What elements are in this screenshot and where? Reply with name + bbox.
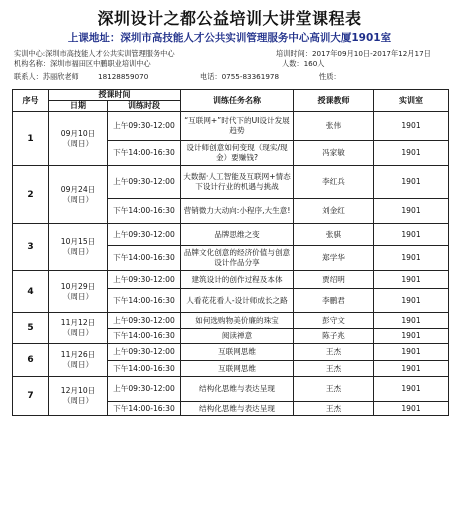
session-topic: “互联网+”时代下的UI设计发展趋势 <box>181 112 294 141</box>
time-slot: 上午09:30-12:00 <box>108 377 181 402</box>
room-number: 1901 <box>374 344 449 361</box>
schedule-body <box>13 112 449 416</box>
table-row <box>13 344 449 361</box>
room-number: 1901 <box>374 141 449 166</box>
header-topic: 训练任务名称 <box>181 90 294 112</box>
teacher-name: 冯家敏 <box>294 141 374 166</box>
session-topic: 如何选购物美价廉的珠宝 <box>181 313 294 329</box>
date-text: 11月12日 <box>60 318 96 327</box>
page-title: 深圳设计之都公益培训大讲堂课程表 <box>97 9 362 28</box>
session-topic: 阅读禅意 <box>181 329 294 344</box>
room-number: 1901 <box>374 402 449 416</box>
contact-phone: 电话：0755-83361978 <box>200 72 280 81</box>
room-number: 1901 <box>374 271 449 289</box>
table-row <box>13 377 449 402</box>
teacher-name: 陈子兆 <box>294 329 374 344</box>
table-row <box>13 313 449 329</box>
teacher-name: 王杰 <box>294 361 374 377</box>
date-text: 09月24日 <box>60 184 96 194</box>
date-text: 10月15日 <box>60 237 96 246</box>
table-row <box>13 112 449 141</box>
header-teacher: 授课教师 <box>294 90 374 112</box>
time-slot: 上午09:30-12:00 <box>108 344 181 361</box>
teacher-name: 王杰 <box>294 377 374 402</box>
session-date <box>49 166 108 224</box>
room-number: 1901 <box>374 329 449 344</box>
session-date <box>49 112 108 166</box>
weekday-text: （周日） <box>62 360 94 369</box>
date-text: 11月26日 <box>60 350 96 359</box>
table-row <box>13 224 449 246</box>
session-topic: 大数据·人工智能及互联网+情态下设计行业的机遇与挑战 <box>181 166 294 199</box>
training-period: 培训时间：2017年09月10日-2017年12月17日 <box>276 49 431 58</box>
teacher-name: 郑学华 <box>294 246 374 271</box>
session-topic: 结构化思维与表达呈现 <box>181 377 294 402</box>
time-slot: 下午14:00-16:30 <box>108 402 181 416</box>
row-number: 5 <box>13 313 49 344</box>
date-text: 09月10日 <box>60 128 96 138</box>
session-date <box>49 271 108 313</box>
time-slot: 下午14:00-16:30 <box>108 246 181 271</box>
session-topic: 人看花花看人-设计师成长之路 <box>181 289 294 313</box>
class-address: 上课地址：深圳市高技能人才公共实训管理服务中心高训大厦1901室 <box>67 32 392 44</box>
header-date: 日期 <box>49 101 108 112</box>
headcount: 人数：160人 <box>282 59 325 68</box>
time-slot: 上午09:30-12:00 <box>108 166 181 199</box>
header-time-group: 授课时间 <box>49 90 181 101</box>
session-topic: 品牌思维之变 <box>181 224 294 246</box>
room-number: 1901 <box>374 289 449 313</box>
session-topic: 建筑设计的创作过程及本体 <box>181 271 294 289</box>
session-topic: 品牌文化创意的经济价值与创意设计作品分享 <box>181 246 294 271</box>
contact-person: 联系人：苏丽欣老师 <box>14 72 79 81</box>
row-number: 6 <box>13 344 49 377</box>
training-center: 实训中心:深圳市高技能人才公共实训管理服务中心 <box>14 49 175 58</box>
row-number: 3 <box>13 224 49 271</box>
room-number: 1901 <box>374 377 449 402</box>
info-line-1 <box>14 49 447 59</box>
info-line-2 <box>14 59 447 69</box>
date-text: 12月10日 <box>60 386 96 395</box>
session-date <box>49 377 108 416</box>
time-slot: 下午14:00-16:30 <box>108 361 181 377</box>
time-slot: 下午14:00-16:30 <box>108 289 181 313</box>
session-topic: 结构化思维与表达呈现 <box>181 402 294 416</box>
room-number: 1901 <box>374 166 449 199</box>
row-number: 1 <box>13 112 49 166</box>
row-number: 7 <box>13 377 49 416</box>
session-date <box>49 224 108 271</box>
session-topic: 互联网思维 <box>181 344 294 361</box>
weekday-text: （周日） <box>62 396 94 405</box>
weekday-text: （周日） <box>62 138 94 148</box>
organization-name: 机构名称：深圳市福田区中鹏职业培训中心 <box>14 59 151 68</box>
teacher-name: 张骐 <box>294 224 374 246</box>
session-date <box>49 344 108 377</box>
header-room: 实训室 <box>374 90 449 112</box>
time-slot: 下午14:00-16:30 <box>108 199 181 224</box>
contact-mobile: 18128859070 <box>98 72 149 81</box>
session-topic: 互联网思维 <box>181 361 294 377</box>
session-topic: 设计师创意如何变现（现实/现金）要赚钱? <box>181 141 294 166</box>
teacher-name: 刘金红 <box>294 199 374 224</box>
date-text: 10月29日 <box>60 281 96 291</box>
time-slot: 下午14:00-16:30 <box>108 141 181 166</box>
table-row <box>13 271 449 289</box>
time-slot: 上午09:30-12:00 <box>108 271 181 289</box>
header-slot: 训练时段 <box>108 101 181 112</box>
time-slot: 上午09:30-12:00 <box>108 112 181 141</box>
room-number: 1901 <box>374 246 449 271</box>
weekday-text: （周日） <box>62 194 94 204</box>
time-slot: 上午09:30-12:00 <box>108 313 181 329</box>
room-number: 1901 <box>374 112 449 141</box>
schedule-table <box>12 89 449 416</box>
info-line-3 <box>14 72 447 82</box>
teacher-name: 彭守文 <box>294 313 374 329</box>
teacher-name: 李鹏君 <box>294 289 374 313</box>
teacher-name: 贾绍明 <box>294 271 374 289</box>
weekday-text: （周日） <box>62 328 94 337</box>
row-number: 4 <box>13 271 49 313</box>
session-date <box>49 313 108 344</box>
weekday-text: （周日） <box>62 247 94 256</box>
teacher-name: 王杰 <box>294 344 374 361</box>
time-slot: 下午14:00-16:30 <box>108 329 181 344</box>
session-topic: 营销微力大动向:小程序,大生意! <box>181 199 294 224</box>
row-number: 2 <box>13 166 49 224</box>
table-row <box>13 166 449 199</box>
teacher-name: 王杰 <box>294 402 374 416</box>
teacher-name: 张伟 <box>294 112 374 141</box>
room-number: 1901 <box>374 313 449 329</box>
teacher-name: 李红兵 <box>294 166 374 199</box>
weekday-text: （周日） <box>62 291 94 301</box>
room-number: 1901 <box>374 199 449 224</box>
time-slot: 上午09:30-12:00 <box>108 224 181 246</box>
header-no: 序号 <box>13 90 49 112</box>
nature-label: 性质： <box>319 72 341 81</box>
room-number: 1901 <box>374 361 449 377</box>
room-number: 1901 <box>374 224 449 246</box>
